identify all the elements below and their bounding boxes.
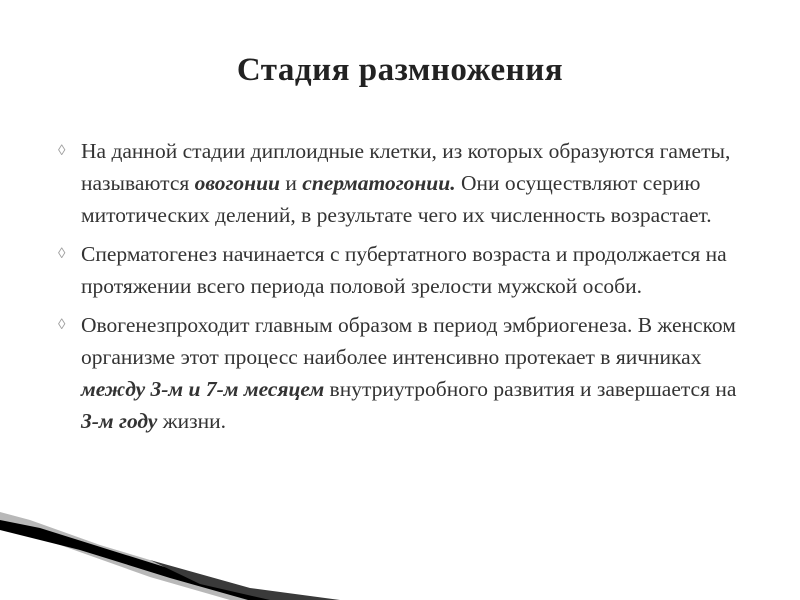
text-segment: и: [280, 171, 303, 195]
emphasis-term: 3-м году: [81, 409, 158, 433]
text-segment: Сперматогенез начинается с пубертатного возраста и продолжается на протяжении всего периода половой зрелости мужской особи.: [81, 242, 727, 298]
text-segment: внутриутробного развития и завершается на: [324, 377, 737, 401]
diamond-outline-icon: ◊: [58, 246, 66, 262]
emphasis-term: овогонии: [194, 171, 281, 195]
diamond-outline-icon: ◊: [58, 317, 66, 333]
text-segment: Они осуществляют серию митотических делений, в результате чего их численность возрастает.: [81, 171, 712, 227]
text-segment: жизни.: [157, 409, 226, 433]
text-segment: На данной стадии диплоидные клетки, из которых образуются гаметы, называются: [81, 139, 731, 195]
text-segment: Овогенезпроходит главным образом в период эмбриогенеза. В женском организме этот процесс наиболее интенсивно протекает в яичниках: [81, 313, 736, 369]
diamond-outline-icon: ◊: [58, 143, 66, 159]
swoosh-shadow: [0, 512, 300, 600]
emphasis-term: между 3-м и 7-м месяцем: [81, 377, 325, 401]
emphasis-term: сперматогонии.: [302, 171, 456, 195]
slide-title: Стадия размножения: [236, 52, 564, 88]
